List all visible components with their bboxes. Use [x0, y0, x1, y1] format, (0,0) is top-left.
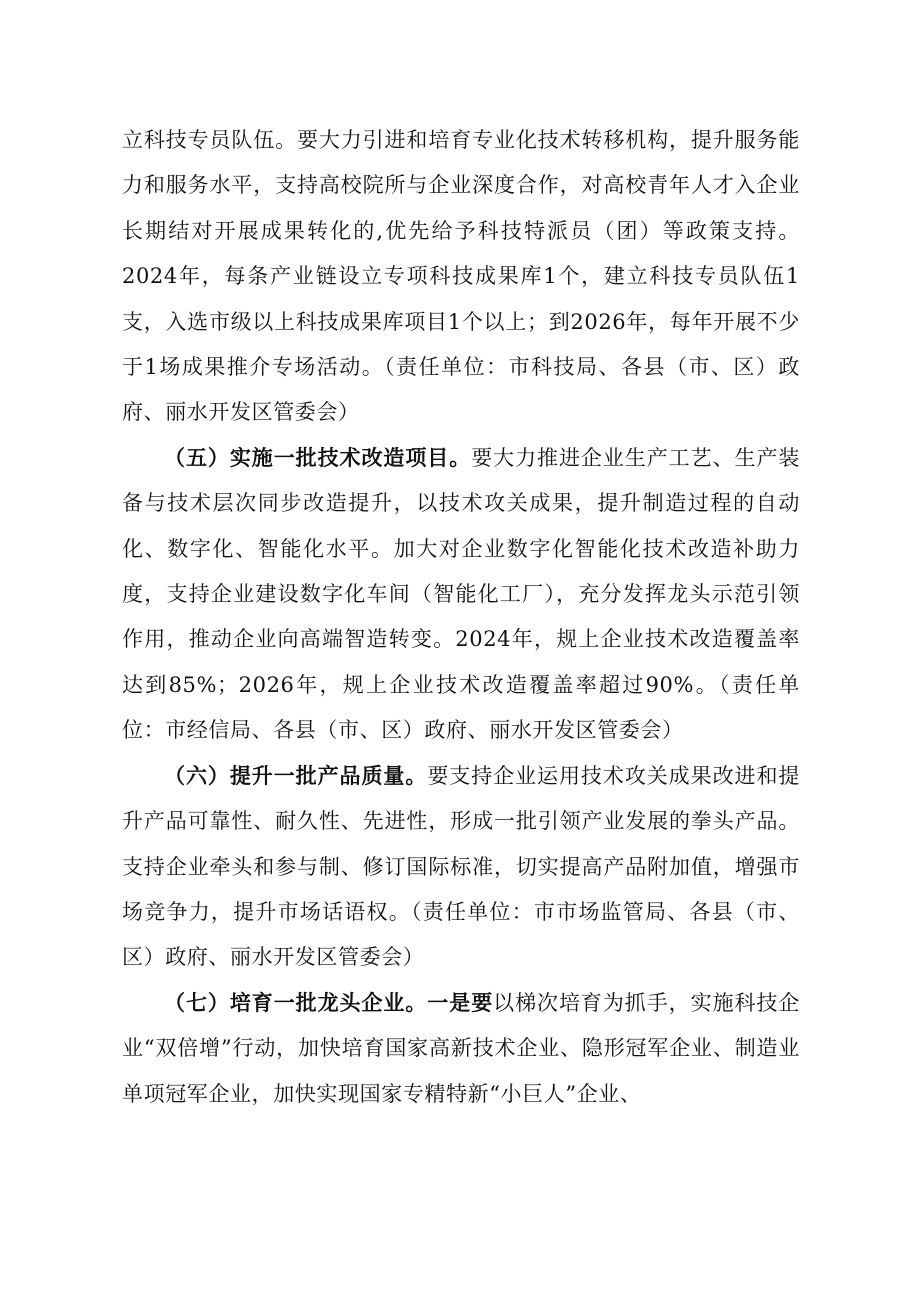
section-heading-7: （七）培育一批龙头企业。一是要: [164, 990, 494, 1015]
paragraph-text: 要大力推进企业生产工艺、生产装备与技术层次同步改造提升，以技术攻关成果，提升制造过程的自动化、数字化、智能化水平。加大对企业数字化智能化技术改造补助力度，支持企业建设数字化车间（智能化工厂），充分发挥龙头示范引领作用，推动企业向高端智造转变。2024年，规上企业技术改造覆盖率达到85%；2026年，规上企业技术改造覆盖率超过90%。（责任单位：市经信局、各县（市、区）政府、丽水开发区管委会）: [122, 445, 800, 743]
paragraph-text: 以梯次培育为抓手，实施科技企业“双倍增”行动，加快培育国家高新技术企业、隐形冠军企业、制造业单项冠军企业，加快实现国家专精特新“小巨人”企业、: [122, 990, 800, 1106]
section-heading-5: （五）实施一批技术改造项目。: [164, 445, 472, 470]
section-heading-6: （六）提升一批产品质量。: [164, 763, 428, 788]
paragraph-text: 立科技专员队伍。要大力引进和培育专业化技术转移机构，提升服务能力和服务水平，支持高校院所与企业深度合作，对高校青年人才入企业长期结对开展成果转化的,优先给予科技特派员（团）等政策支持。2024年，每条产业链设立专项科技成果库1个，建立科技专员队伍1支，入选市级以上科技成果库项目1个以上；到2026年，每年开展不少于1场成果推介专场活动。（责任单位：市科技局、各县（市、区）政府、丽水开发区管委会）: [122, 128, 800, 425]
paragraph-continuation: [122, 118, 800, 436]
document-body: [122, 118, 800, 1117]
paragraph-section-5: [122, 436, 800, 754]
paragraph-section-6: [122, 754, 800, 981]
paragraph-section-7: [122, 981, 800, 1117]
paragraph-text: 要支持企业运用技术攻关成果改进和提升产品可靠性、耐久性、先进性，形成一批引领产业发展的拳头产品。支持企业牵头和参与制、修订国际标准，切实提高产品附加值，增强市场竞争力，提升市场话语权。（责任单位：市市场监管局、各县（市、区）政府、丽水开发区管委会）: [122, 763, 800, 970]
